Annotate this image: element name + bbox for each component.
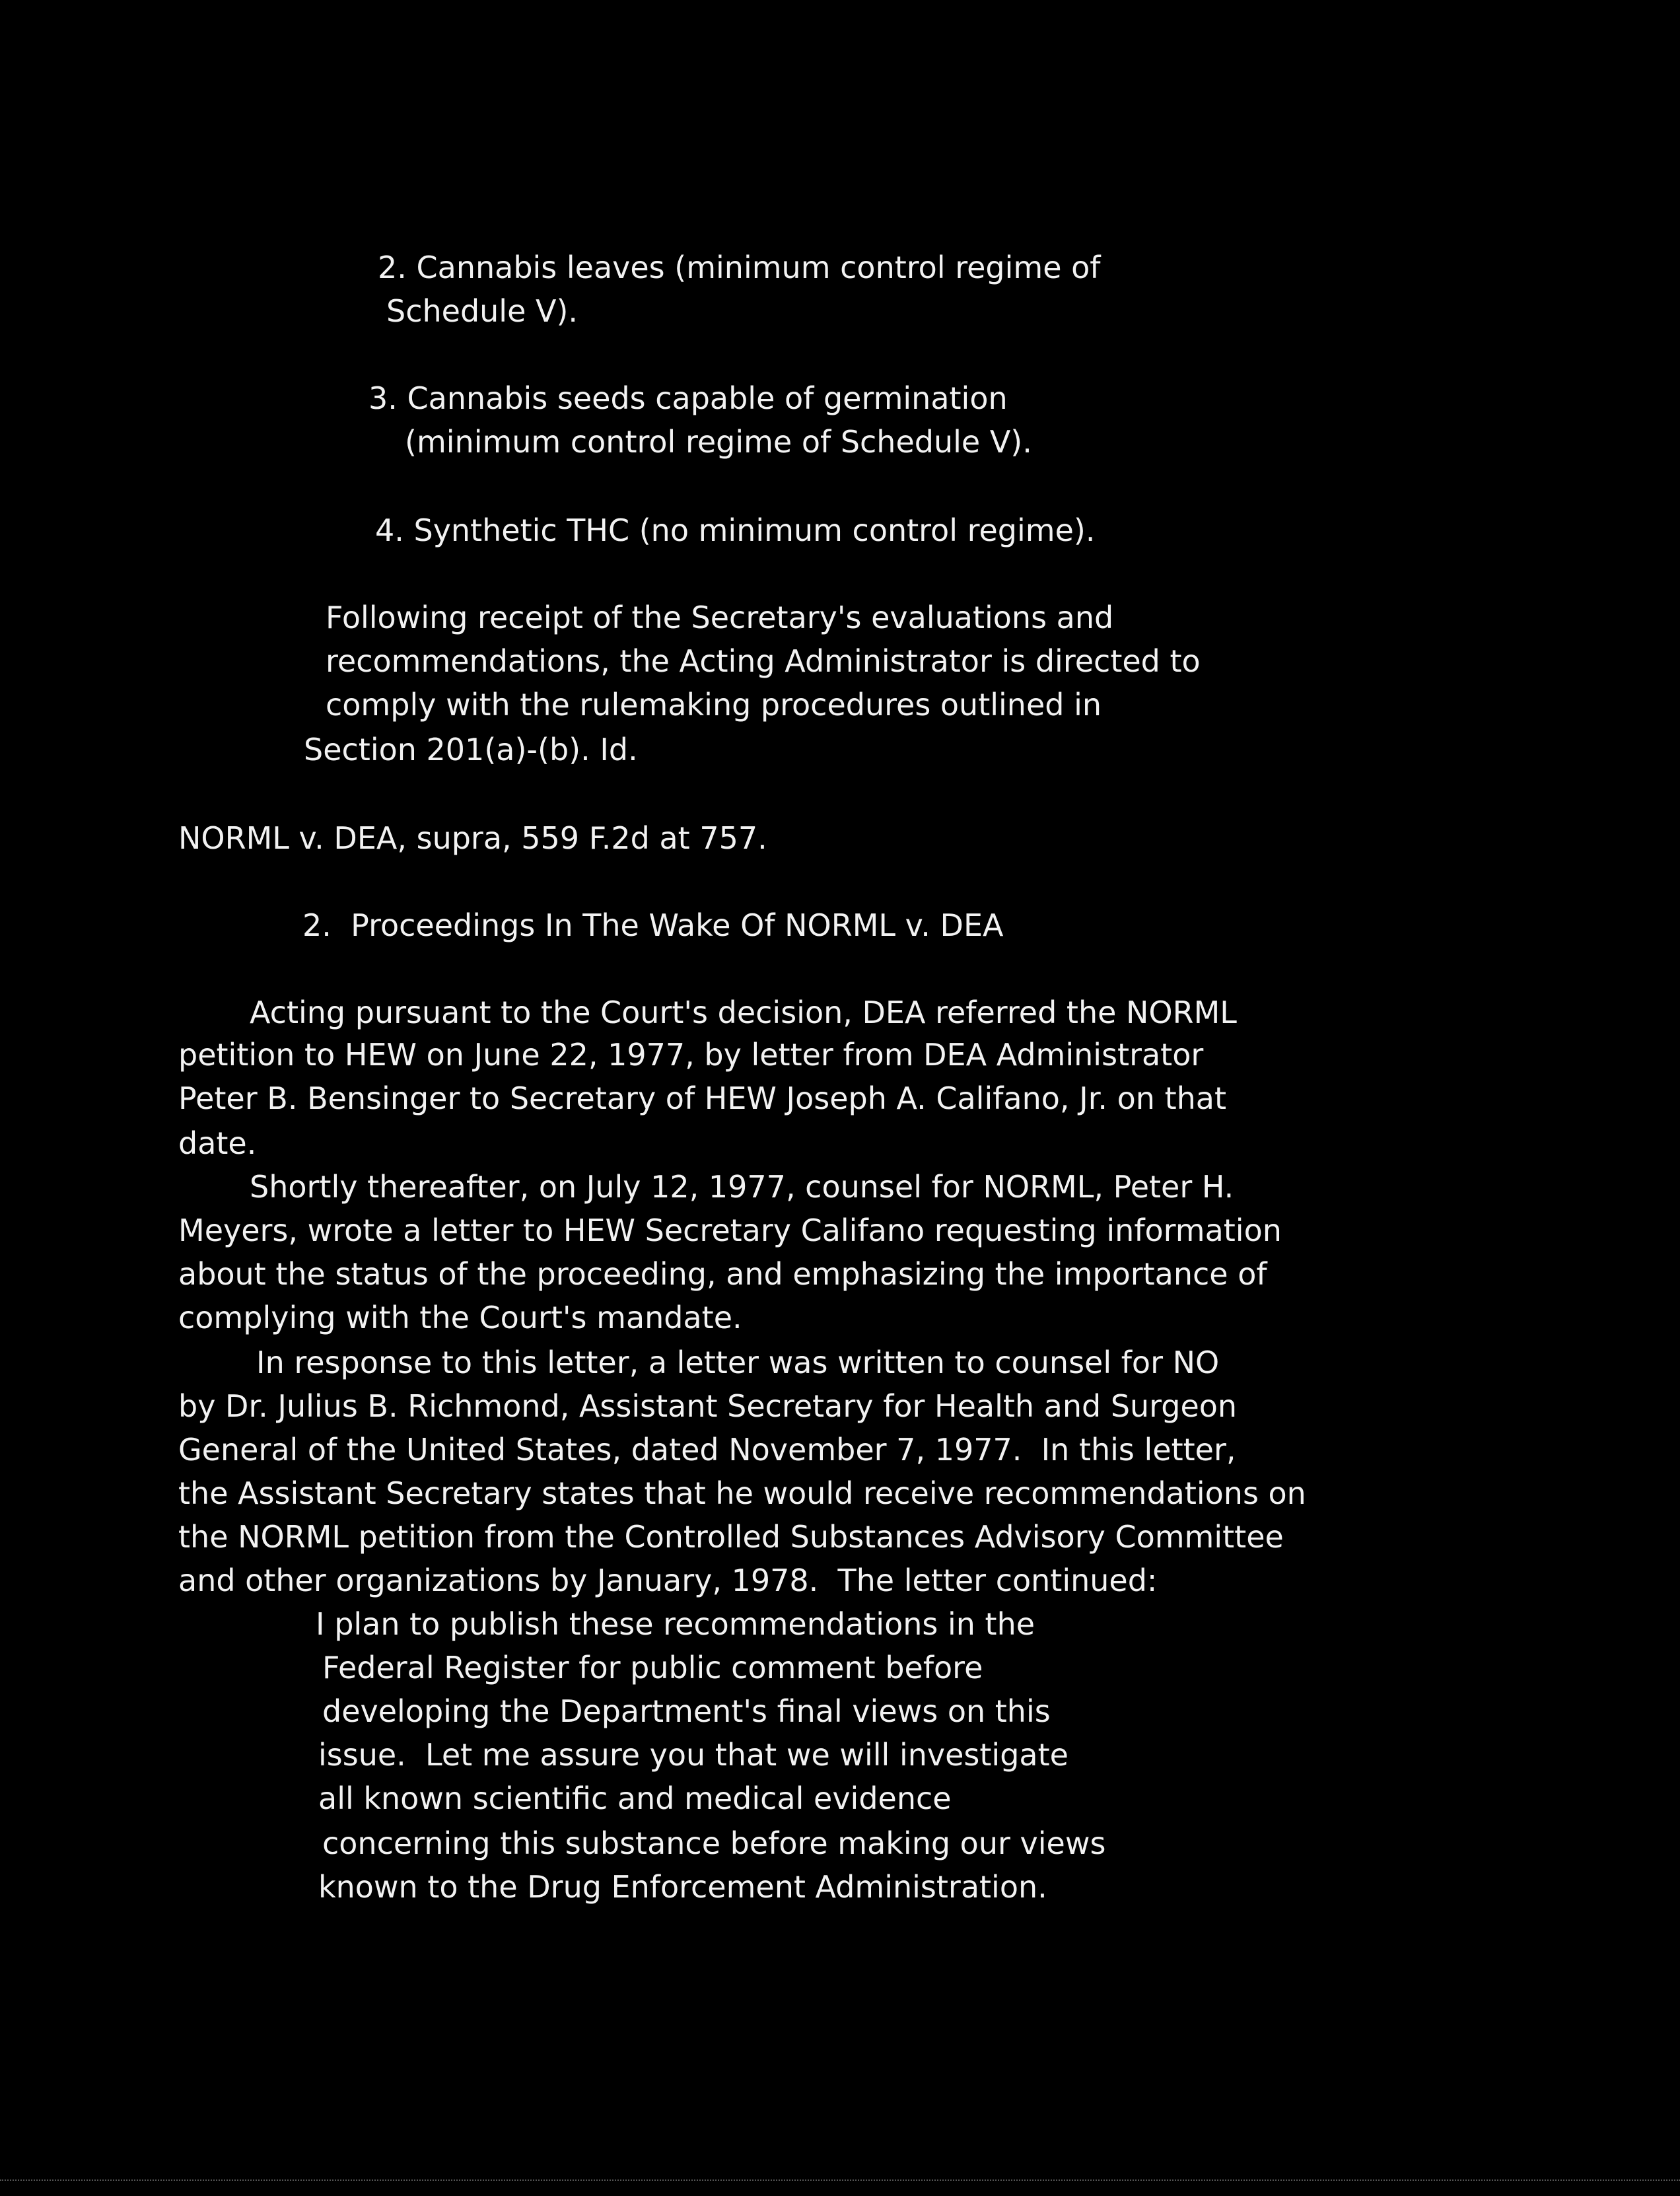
quote-line: developing the Department's final views on this [322, 1693, 1051, 1729]
scan-edge-rule [0, 2179, 1680, 2181]
section-heading: 2. Proceedings In The Wake Of NORML v. DEA [302, 907, 1004, 943]
paragraph-line: date. [178, 1125, 257, 1161]
paragraph-line: complying with the Court's mandate. [178, 1300, 742, 1335]
paragraph-line: General of the United States, dated November 7, 1977. In this letter, [178, 1432, 1236, 1468]
quote-line: I plan to publish these recommendations in the [316, 1606, 1035, 1642]
citation: NORML v. DEA, supra, 559 F.2d at 757. [178, 820, 767, 856]
paragraph-line: about the status of the proceeding, and emphasizing the importance of [178, 1256, 1267, 1292]
quote-line: Section 201(a)-(b). Id. [304, 732, 638, 767]
quote-line: Federal Register for public comment before [322, 1650, 983, 1685]
list-item-text: Schedule V). [386, 293, 578, 329]
paragraph-line: Shortly thereafter, on July 12, 1977, counsel for NORML, Peter H. [250, 1169, 1234, 1205]
list-item-text: 2. Cannabis leaves (minimum control regime of [378, 250, 1101, 285]
quote-line: all known scientific and medical evidence [318, 1781, 952, 1816]
list-item-text: 4. Synthetic THC (no minimum control regime). [375, 513, 1096, 548]
quote-line: known to the Drug Enforcement Administration. [318, 1869, 1047, 1905]
list-item-text: 3. Cannabis seeds capable of germination [368, 380, 1008, 416]
paragraph-line: Peter B. Bensinger to Secretary of HEW Joseph A. Califano, Jr. on that [178, 1080, 1226, 1116]
quote-line: recommendations, the Acting Administrator is directed to [326, 643, 1201, 679]
paragraph-line: In response to this letter, a letter was written to counsel for NO [256, 1345, 1220, 1380]
paragraph-line: Meyers, wrote a letter to HEW Secretary Califano requesting information [178, 1213, 1282, 1248]
quote-line: comply with the rulemaking procedures outlined in [326, 687, 1102, 723]
quote-line: concerning this substance before making our views [322, 1825, 1106, 1861]
list-item-text: (minimum control regime of Schedule V). [405, 424, 1032, 460]
paragraph-line: by Dr. Julius B. Richmond, Assistant Secretary for Health and Surgeon [178, 1388, 1238, 1424]
paragraph-line: and other organizations by January, 1978. The letter continued: [178, 1563, 1158, 1598]
paragraph-line: petition to HEW on June 22, 1977, by letter from DEA Administrator [178, 1037, 1204, 1073]
paragraph-line: Acting pursuant to the Court's decision, DEA referred the NORML [250, 995, 1237, 1030]
paragraph-line: the Assistant Secretary states that he would receive recommendations on [178, 1475, 1306, 1511]
paragraph-line: the NORML petition from the Controlled Substances Advisory Committee [178, 1519, 1284, 1555]
quote-line: issue. Let me assure you that we will investigate [318, 1737, 1068, 1773]
quote-line: Following receipt of the Secretary's evaluations and [326, 600, 1114, 635]
